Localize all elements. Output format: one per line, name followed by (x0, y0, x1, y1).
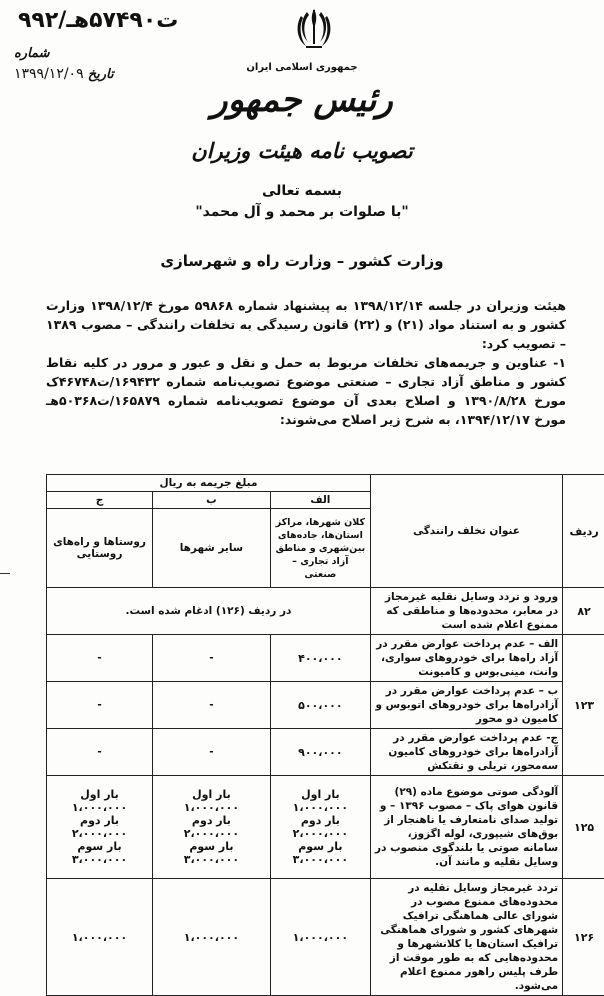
first-offence-label: بار اول (157, 788, 266, 801)
col-c-letter: ج (47, 492, 153, 509)
row-82-merged: در ردیف (۱۲۶) ادغام شده است. (47, 588, 371, 635)
row-123b-c: - (47, 682, 153, 729)
intro-paragraph: هیئت وزیران در جلسه ۱۳۹۸/۱۲/۱۴ به پیشنهاد شماره ۵۹۸۶۸ مورخ ۱۳۹۸/۱۲/۴ وزارت کشور و به استناد مواد (۲۱) و (۲۲) قانون رسیدگی به تخلفات رانندگی – مصوب ۱۳۸۹ – تصویب کرد: (46, 296, 566, 353)
first-offence-label: بار اول (275, 788, 366, 801)
row-82-num: ۸۲ (563, 588, 604, 635)
row-123a-a: ۴۰۰،۰۰۰ (270, 635, 370, 682)
fines-table (46, 474, 604, 996)
row-125-title: آلودگی صوتی موضوع ماده (۲۹) قانون هوای پاک – مصوب ۱۳۹۶ – و تولید صدای نامتعارف یا ناهنجار از بوق‌های شیپوری، لوله اگزوز، سامانه صوتی یا بلندگوی منصوب در وسایل نقلیه و مانند آن. (370, 776, 562, 879)
row-123b-a: ۵۰۰،۰۰۰ (270, 682, 370, 729)
col-row-header: ردیف (563, 475, 604, 588)
row-125-a-1: ۱،۰۰۰،۰۰۰ (275, 801, 366, 814)
first-offence-label: بار اول (51, 788, 148, 801)
republic-subtitle: جمهوری اسلامی ایران (0, 62, 604, 73)
cabinet-heading: تصویب نامه هیئت وزیران (0, 138, 604, 163)
row-126-c: ۱،۰۰۰،۰۰۰ (47, 879, 153, 996)
col-a-letter: الف (270, 492, 370, 509)
table-row (47, 635, 604, 682)
row-126-num: ۱۲۶ (563, 879, 604, 996)
row-125-a-2: ۲،۰۰۰،۰۰۰ (275, 827, 366, 840)
col-b-letter: ب (153, 492, 271, 509)
col-b-desc: سایر شهرها (153, 509, 271, 588)
row-125-c-2: ۲،۰۰۰،۰۰۰ (51, 827, 148, 840)
date-value: ۱۳۹۹/۱۲/۰۹ (14, 66, 84, 82)
table-header-row (47, 475, 604, 492)
row-126-b: ۱،۰۰۰،۰۰۰ (153, 879, 271, 996)
col-a-desc: کلان شهرها، مراکز استان‌ها، جاده‌های بین‌شهری و مناطق آزاد تجاری – صنعتی (270, 509, 370, 588)
margin-mark (0, 573, 10, 574)
row-125-b-1: ۱،۰۰۰،۰۰۰ (157, 801, 266, 814)
president-title: رئیس جمهور (0, 80, 604, 120)
letter-number: ۹۹۲/ت۵۷۴۹۰هـ (18, 8, 178, 33)
row-126-title: تردد غیرمجاز وسایل نقلیه در محدوده‌های ممنوع مصوب در شورای عالی هماهنگی ترافیک شهرهای کشور و شورای هماهنگی ترافیک استان‌ها یا کلانشهرها و محدوده‌هایی که به طور موقت از طرف پلیس راهور ممنوع اعلام می‌شود. (370, 879, 562, 996)
third-offence-label: بار سوم (157, 840, 266, 853)
row-123c-b: - (153, 729, 271, 776)
row-125-a (270, 776, 370, 879)
clause-1: ۱- عناوین و جریمه‌های تخلفات مربوط به حمل و نقل و عبور و مرور در کلیه نقاط کشور و مناطق آزاد تجاری – صنعتی موضوع تصویب‌نامه شماره ۱۶۹۴۳۲/ت۴۶۷۴۸ک مورخ ۱۳۹۰/۸/۲۸ و اصلاح بعدی آن موضوع تصویب‌نامه شماره ۱۶۵۸۷۹/ت۵۰۳۶۸هـ مورخ ۱۳۹۴/۱۲/۱۷، به شرح زیر اصلاح می‌شوند: (46, 353, 566, 429)
third-offence-label: بار سوم (275, 840, 366, 853)
row-82-title: ورود و تردد وسایل نقلیه غیرمجاز در معابر، محدوده‌ها و مناطقی که ممنوع اعلام شده است (370, 588, 562, 635)
row-125-b (153, 776, 271, 879)
table-row (47, 588, 604, 635)
row-123b-b: - (153, 682, 271, 729)
number-label (14, 46, 49, 61)
row-125-c-3: ۳،۰۰۰،۰۰۰ (51, 853, 148, 866)
col-fine-header: مبلغ جریمه به ریال (47, 475, 371, 492)
table-row (47, 879, 604, 996)
iran-emblem-icon (294, 6, 334, 52)
second-offence-label: بار دوم (157, 814, 266, 827)
row-123a-title: الف – عدم پرداخت عوارض مقرر در آزاد راه‌ها برای خودروهای سواری، وانت، مینی‌بوس و کامیونت (370, 635, 562, 682)
date-label: تاریخ (88, 67, 114, 82)
row-125-b-2: ۲،۰۰۰،۰۰۰ (157, 827, 266, 840)
third-offence-label: بار سوم (51, 840, 148, 853)
number-label-text: شماره (14, 46, 49, 61)
decree-body (46, 296, 566, 429)
table-row (47, 729, 604, 776)
col-c-desc: روستاها و راه‌های روستایی (47, 509, 153, 588)
row-123c-a: ۹۰۰،۰۰۰ (270, 729, 370, 776)
ministries-line: وزارت کشور – وزارت راه و شهرسازی (0, 252, 604, 270)
basmala: بسمه تعالی (0, 183, 604, 199)
row-126-a: ۱،۰۰۰،۰۰۰ (270, 879, 370, 996)
row-123a-b: - (153, 635, 271, 682)
row-123-num: ۱۲۳ (563, 635, 604, 776)
row-125-a-3: ۳،۰۰۰،۰۰۰ (275, 853, 366, 866)
salawat: "با صلوات بر محمد و آل محمد" (0, 204, 604, 220)
row-123b-title: ب – عدم پرداخت عوارض مقرر در آزادراه‌ها برای خودروهای اتوبوس و کامیون دو محور (370, 682, 562, 729)
row-125-c-1: ۱،۰۰۰،۰۰۰ (51, 801, 148, 814)
second-offence-label: بار دوم (51, 814, 148, 827)
row-123a-c: - (47, 635, 153, 682)
table-row (47, 776, 604, 879)
row-125-num: ۱۲۵ (563, 776, 604, 879)
table-row (47, 682, 604, 729)
row-125-b-3: ۳،۰۰۰،۰۰۰ (157, 853, 266, 866)
row-125-c (47, 776, 153, 879)
row-123c-c: - (47, 729, 153, 776)
row-123c-title: ج- عدم پرداخت عوارض مقرر در آزادراه‌ها برای خودروهای کامیون سه‌محور، تریلی و تقتکش (370, 729, 562, 776)
col-title-header: عنوان تخلف رانندگی (370, 475, 562, 588)
second-offence-label: بار دوم (275, 814, 366, 827)
